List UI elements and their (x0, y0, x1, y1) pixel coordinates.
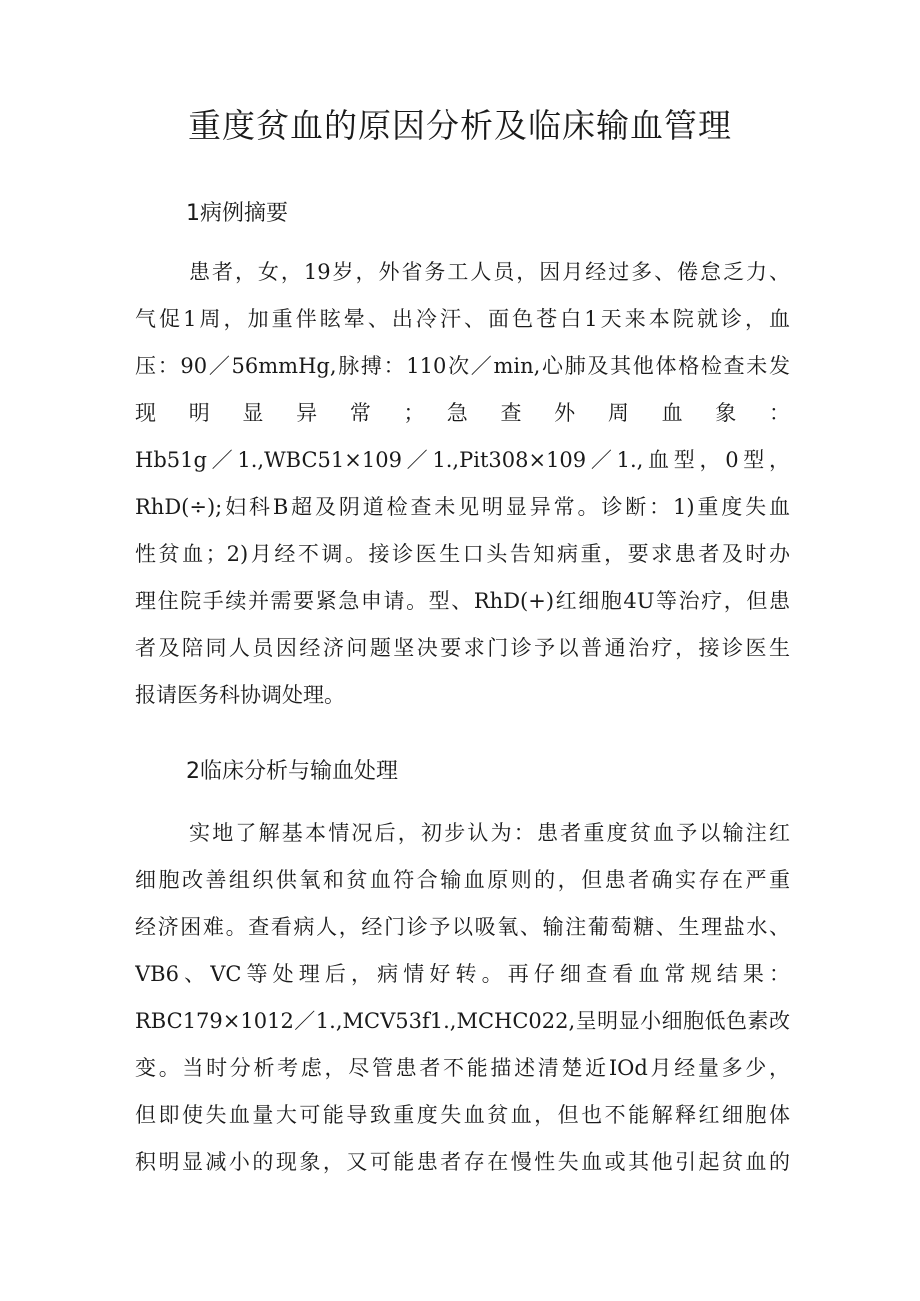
paragraph-line: 经济困难。查看病人，经门诊予以吸氧、输注葡萄糖、生理盐水、 (135, 915, 790, 939)
paragraph-line: 现 明 显 异 常 ； 急 查 外 周 血 象 ： (135, 401, 790, 425)
paragraph-line: 气促1周，加重伴眩晕、出冷汗、面色苍白1天来本院就诊，血 (135, 307, 790, 331)
paragraph-line: 理住院手续并需要紧急申请。型、RhD(+)红细胞4U等治疗，但患 (135, 589, 790, 613)
paragraph-line: Hb51g／1.,WBC51×109／1.,Pit308×109／1.,血型，0型， (135, 448, 790, 472)
paragraph-line: 性贫血；2)月经不调。接诊医生口头告知病重，要求患者及时办 (135, 542, 790, 566)
section-heading-clinical-analysis: 2临床分析与输血处理 (186, 759, 398, 784)
paragraph-line: 报请医务科协调处理。 (135, 683, 345, 707)
paragraph-line: 压：90／56mmHg,脉搏：110次／min,心肺及其他体格检查未发 (135, 354, 790, 378)
paragraph-line: 细胞改善组织供氧和贫血符合输血原则的，但患者确实存在严重 (135, 868, 790, 892)
paragraph-line: 积明显减小的现象，又可能患者存在慢性失血或其他引起贫血的 (135, 1150, 790, 1174)
section-heading-case-summary: 1病例摘要 (186, 201, 288, 226)
paragraph-line: RhD(÷);妇科B超及阴道检查未见明显异常。诊断：1)重度失血 (135, 495, 790, 519)
case-summary-paragraph (135, 249, 790, 719)
paragraph-line: 变。当时分析考虑，尽管患者不能描述清楚近IOd月经量多少， (135, 1056, 790, 1080)
paragraph-line: VB6、VC等处理后，病情好转。再仔细查看血常规结果： (135, 962, 790, 986)
page-title: 重度贫血的原因分析及临床输血管理 (188, 106, 732, 145)
paragraph-line: 但即使失血量大可能导致重度失血贫血，但也不能解释红细胞体 (135, 1103, 790, 1127)
paragraph-line: RBC179×1012／1.,MCV53f1.,MCHC022,呈明显小细胞低色素改 (135, 1009, 790, 1033)
paragraph-line: 患者，女，19岁，外省务工人员，因月经过多、倦怠乏力、 (189, 260, 790, 284)
paragraph-line: 实地了解基本情况后，初步认为：患者重度贫血予以输注红 (189, 821, 790, 845)
clinical-analysis-paragraph (135, 810, 790, 1186)
paragraph-line: 者及陪同人员因经济问题坚决要求门诊予以普通治疗，接诊医生 (135, 636, 790, 660)
